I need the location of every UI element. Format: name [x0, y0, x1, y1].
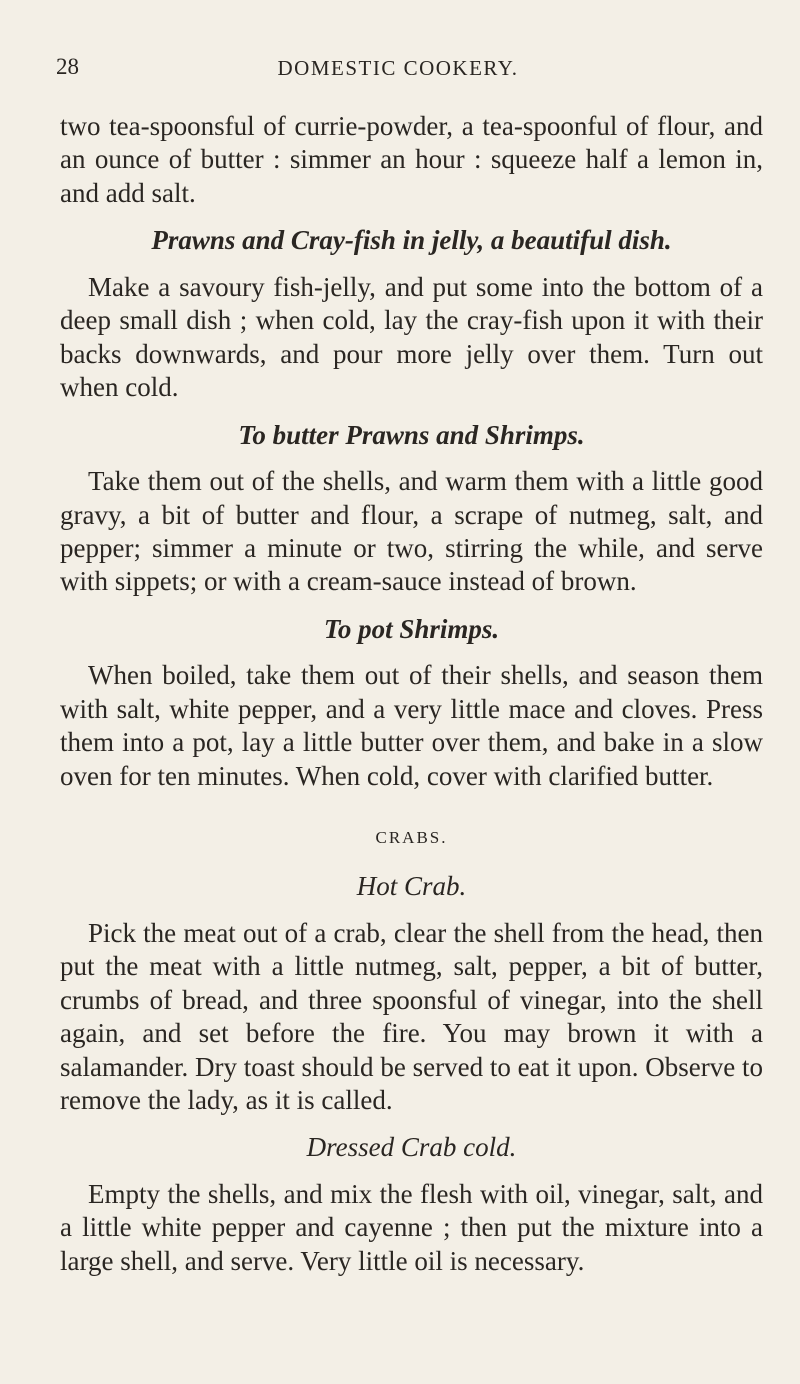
page-header — [56, 54, 740, 84]
recipe-body-hot-crab: Pick the meat out of a crab, clear the shell from the head, then put the meat with a little nutmeg, salt, pepper, a bit of butter, crumbs of bread, and three spoonsful of vinegar, into the shell again, and set before the fire. You may brown it with a salamander. Dry toast should be served to eat it upon. Observe to remove the lady, as it is called. — [60, 917, 763, 1116]
recipe-title-pot-shrimps: To pot Shrimps. — [323, 613, 500, 644]
recipe-title-hot-crab: Hot Crab. — [356, 871, 467, 902]
recipe-body-butter-prawns: Take them out of the shells, and warm them with a little good gravy, a bit of butter and flour, a scrape of nutmeg, salt, and pepper; simmer a minute or two, stirring the while, and serve with sippets; or with a cream-sauce instead of brown. — [60, 466, 763, 597]
section-heading-crabs: CRABS. — [375, 828, 448, 848]
page-number: 28 — [56, 54, 79, 79]
recipe-title-prawns-jelly: Prawns and Cray-fish in jelly, a beautiful dish. — [151, 225, 672, 256]
recipe-title-dressed-crab: Dressed Crab cold. — [306, 1132, 517, 1163]
intro-paragraph: two tea-spoonsful of currie-powder, a tea-spoonful of flour, and an ounce of butter : simmer an hour : squeeze half a lemon in, and add salt. — [60, 111, 763, 208]
recipe-body-prawns-jelly: Make a savoury fish-jelly, and put some into the bottom of a deep small dish ; when cold, lay the cray-fish upon it with their backs downwards, and pour more jelly over them. Turn out when cold. — [60, 271, 763, 403]
recipe-body-pot-shrimps: When boiled, take them out of their shells, and season them with salt, white pepper, and a very little mace and cloves. Press them into a pot, lay a little butter over them, and bake in a slow oven for ten minutes. When cold, cover with clarified butter. — [60, 660, 763, 791]
running-title: DOMESTIC COOKERY. — [277, 56, 519, 80]
page-body — [60, 110, 763, 1278]
recipe-body-dressed-crab: Empty the shells, and mix the flesh with oil, vinegar, salt, and a little white pepper and cayenne ; then put the mixture into a large shell, and serve. Very little oil is necessary. — [60, 1178, 763, 1276]
recipe-title-butter-prawns: To butter Prawns and Shrimps. — [238, 419, 585, 450]
